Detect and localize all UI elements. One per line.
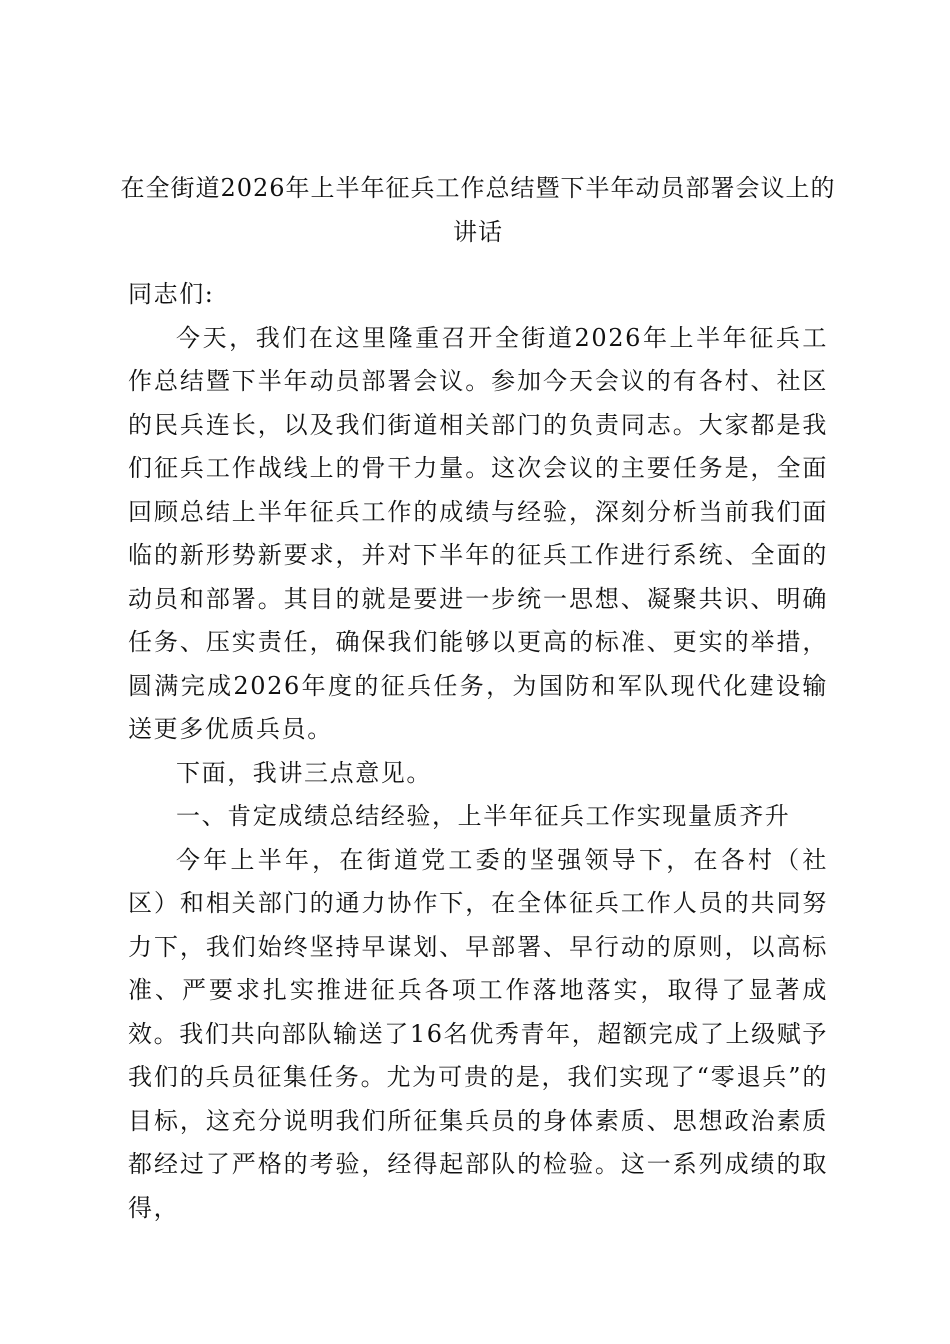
section-heading-1: 一、肯定成绩总结经验，上半年征兵工作实现量质齐升 [176,802,791,830]
document-body [128,273,828,1230]
paragraph-section-1: 今年上半年，在街道党工委的坚强领导下，在各村（社区）和相关部门的通力协作下，在全体征兵工作人员的共同努力下，我们始终坚持早谋划、早部署、早行动的原则，以高标准、严要求扎实推进征兵各项工作落地落实，取得了显著成效。我们共向部队输送了16名优秀青年，超额完成了上级赋予我们的兵员征集任务。尤为可贵的是，我们实现了“零退兵”的目标，这充分说明我们所征集兵员的身体素质、思想政治素质都经过了严格的考验，经得起部队的检验。这一系列成绩的取得， [128,845,828,1222]
paragraph-opening: 今天，我们在这里隆重召开全街道2026年上半年征兵工作总结暨下半年动员部署会议。参加今天会议的有各村、社区的民兵连长，以及我们街道相关部门的负责同志。大家都是我们征兵工作战线上的骨干力量。这次会议的主要任务是，全面回顾总结上半年征兵工作的成绩与经验，深刻分析当前我们面临的新形势新要求，并对下半年的征兵工作进行系统、全面的动员和部署。其目的就是要进一步统一思想、凝聚共识、明确任务、压实责任，确保我们能够以更高的标准、更实的举措，圆满完成2026年度的征兵任务，为国防和军队现代化建设输送更多优质兵员。 [128,323,828,743]
salutation: 同志们: [128,280,215,308]
document-title: 在全街道2026年上半年征兵工作总结暨下半年动员部署会议上的讲话 [120,174,836,246]
paragraph-transition: 下面，我讲三点意见。 [176,758,432,787]
